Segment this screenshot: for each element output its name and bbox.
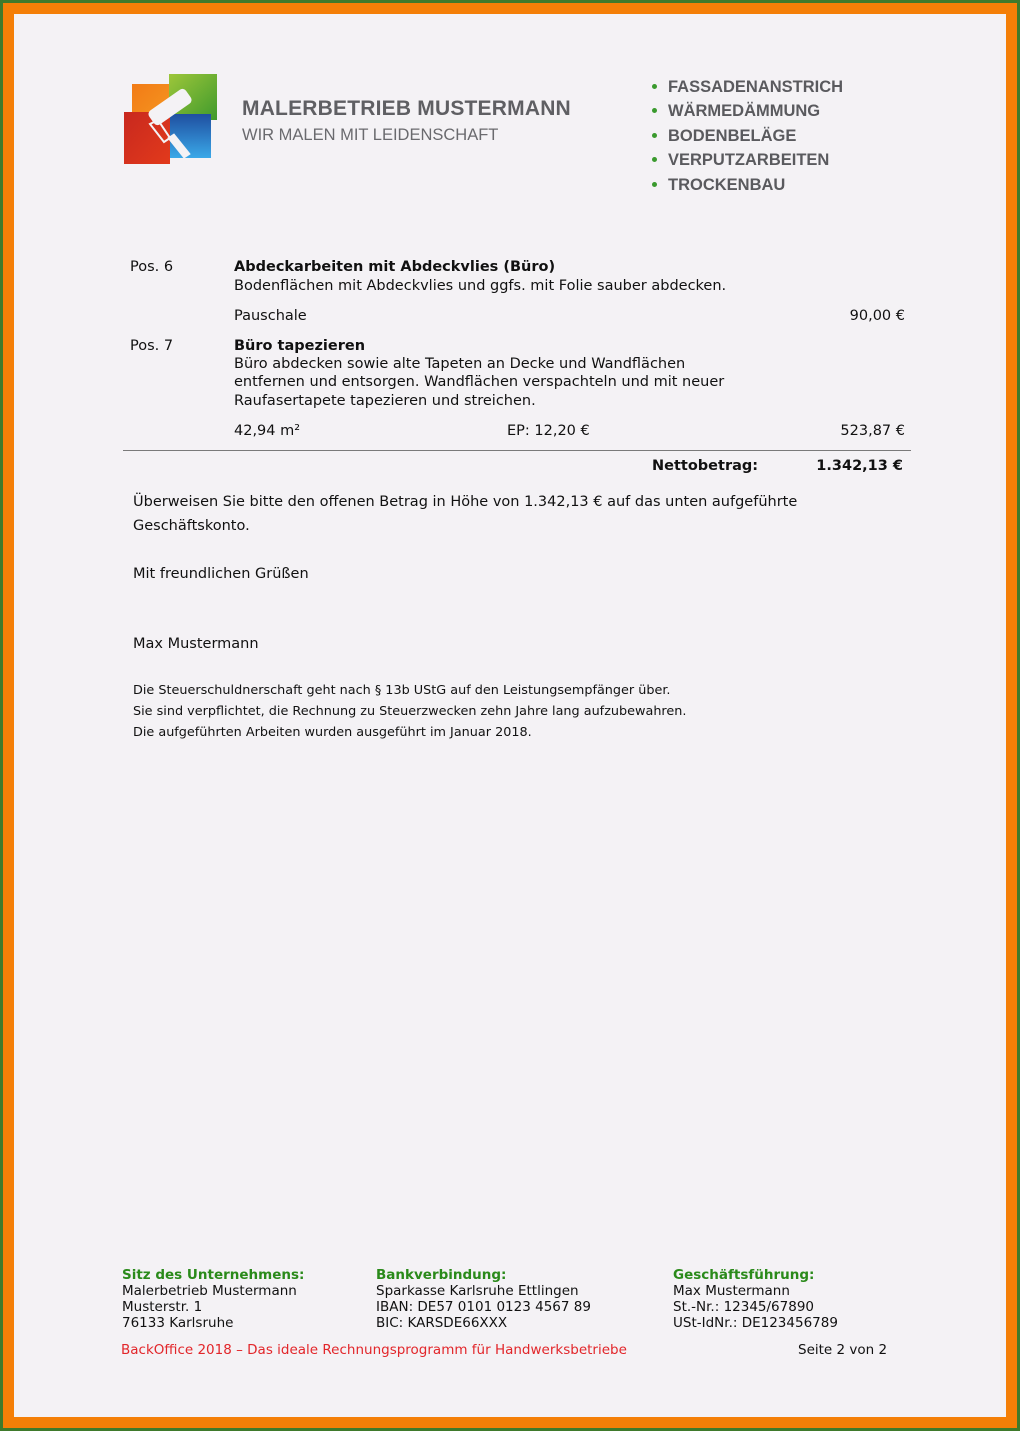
service-item: WÄRMEDÄMMUNG <box>652 100 843 124</box>
payment-instruction-cont: Geschäftskonto. <box>133 518 250 534</box>
position-quantity: Pauschale <box>234 308 307 324</box>
position-total: 523,87 € <box>840 423 905 439</box>
footer-heading: Bankverbindung: <box>376 1267 507 1283</box>
position-description: Büro abdecken sowie alte Tapeten an Decke und Wandflächen <box>234 356 686 372</box>
payment-instruction: Überweisen Sie bitte den offenen Betrag in Höhe von 1.342,13 € auf das unten aufgeführte <box>133 494 798 510</box>
footer-line: BIC: KARSDE66XXX <box>376 1315 508 1331</box>
paint-roller-icon <box>124 74 218 164</box>
position-unit-price: EP: 12,20 € <box>507 423 590 439</box>
service-item: VERPUTZARBEITEN <box>652 149 843 173</box>
position-title: Büro tapezieren <box>234 338 366 354</box>
position-description: Bodenflächen mit Abdeckvlies und ggfs. mit Folie sauber abdecken. <box>234 278 727 294</box>
service-item: TROCKENBAU <box>652 174 843 198</box>
page-indicator: Seite 2 von 2 <box>798 1342 888 1358</box>
footer-line: Malerbetrieb Mustermann <box>122 1283 297 1299</box>
legal-note: Sie sind verpflichtet, die Rechnung zu Steuerzwecken zehn Jahre lang aufzubewahren. <box>133 704 687 719</box>
bullet-icon <box>652 84 657 89</box>
position-description: entfernen und entsorgen. Wandflächen verspachteln und mit neuer <box>234 374 725 390</box>
footer-heading: Geschäftsführung: <box>673 1267 815 1283</box>
bullet-icon <box>652 157 657 162</box>
footer-bank-column <box>376 1267 591 1331</box>
footer-heading: Sitz des Unternehmens: <box>122 1267 305 1283</box>
services-list <box>652 76 843 198</box>
position-title: Abdeckarbeiten mit Abdeckvlies (Büro) <box>234 259 556 275</box>
greeting: Mit freundlichen Grüßen <box>133 566 309 582</box>
footer-line: St.-Nr.: 12345/67890 <box>673 1299 815 1315</box>
legal-note: Die aufgeführten Arbeiten wurden ausgeführt im Januar 2018. <box>133 725 532 740</box>
footer-line: Sparkasse Karlsruhe Ettlingen <box>376 1283 579 1299</box>
footer-line: USt-IdNr.: DE123456789 <box>673 1315 838 1331</box>
position-label: Pos. 7 <box>130 338 174 354</box>
company-name: MALERBETRIEB MUSTERMANN <box>242 97 571 120</box>
position-total: 90,00 € <box>849 308 905 324</box>
bullet-icon <box>652 182 657 187</box>
bullet-icon <box>652 108 657 113</box>
service-item: BODENBELÄGE <box>652 125 843 149</box>
footer-company-column <box>122 1267 304 1331</box>
footer-tagline: BackOffice 2018 – Das ideale Rechnungsprogramm für Handwerksbetriebe <box>121 1342 627 1358</box>
company-slogan: WIR MALEN MIT LEIDENSCHAFT <box>242 126 499 144</box>
legal-note: Die Steuerschuldnerschaft geht nach § 13b UStG auf den Leistungsempfänger über. <box>133 683 671 698</box>
footer-line: Musterstr. 1 <box>122 1299 203 1315</box>
position-quantity: 42,94 m² <box>234 423 301 439</box>
position-description: Raufasertapete tapezieren und streichen. <box>234 393 536 409</box>
position-label: Pos. 6 <box>130 259 174 275</box>
divider <box>123 450 911 451</box>
service-item: FASSADENANSTRICH <box>652 76 843 100</box>
signature-name: Max Mustermann <box>133 636 259 652</box>
footer-line: 76133 Karlsruhe <box>122 1315 234 1331</box>
net-amount-label: Nettobetrag: <box>652 458 759 474</box>
net-amount-value: 1.342,13 € <box>816 458 903 474</box>
footer-line: Max Mustermann <box>673 1283 790 1299</box>
footer-management-column <box>673 1267 838 1331</box>
bullet-icon <box>652 133 657 138</box>
footer-line: IBAN: DE57 0101 0123 4567 89 <box>376 1299 591 1315</box>
